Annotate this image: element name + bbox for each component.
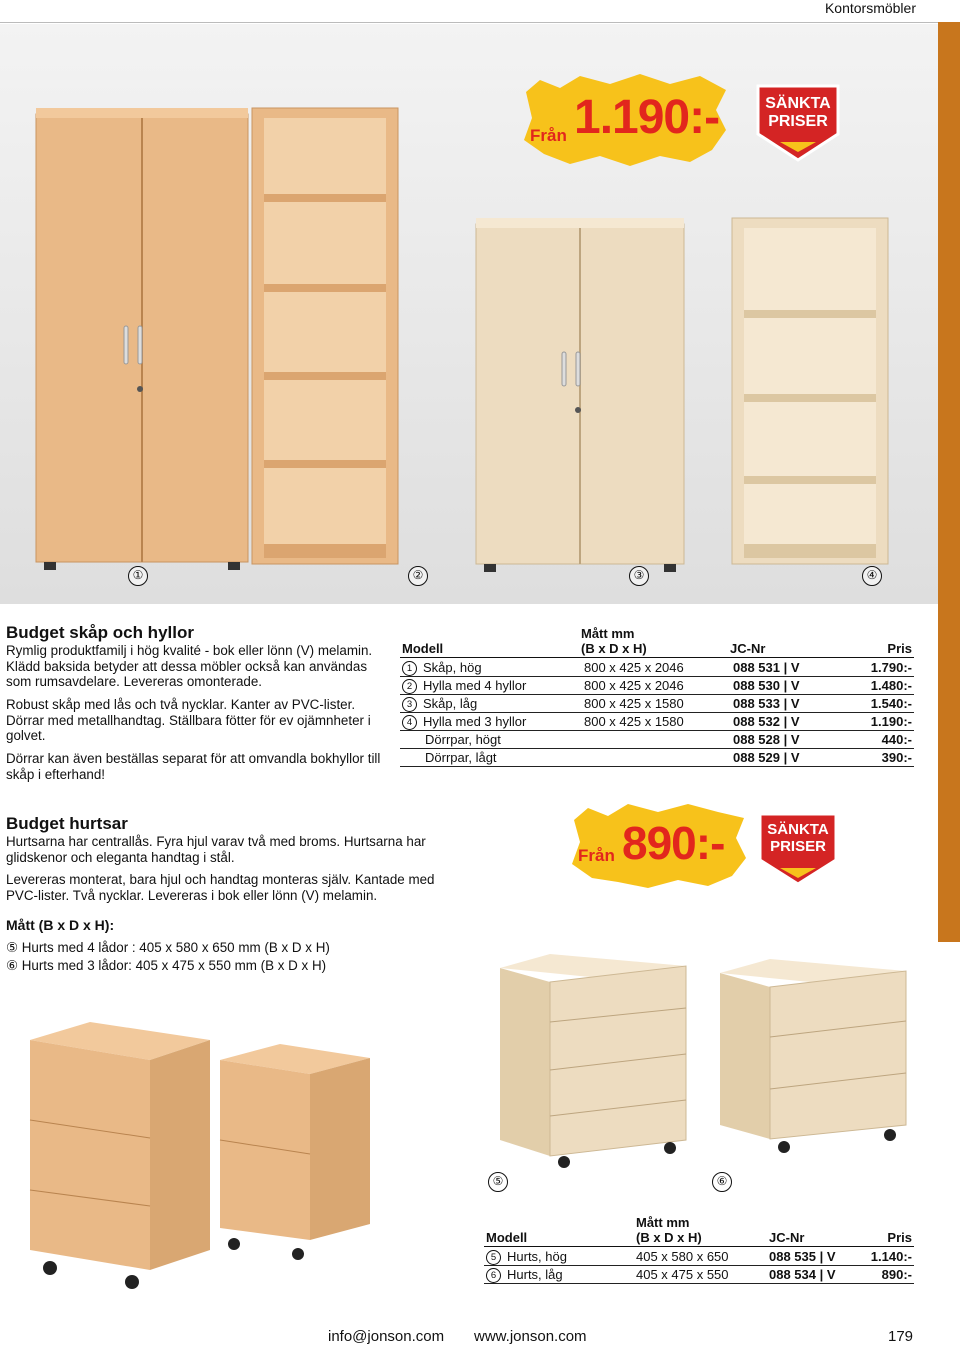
pedestal-low-maple-image — [710, 955, 910, 1165]
table-row: Dörrpar, högt 088 528 | V 440:- — [400, 731, 914, 749]
pedestals-dims-title: Mått (B x D x H): — [6, 917, 115, 933]
pedestals-beech-image — [20, 1000, 380, 1290]
pedestals-dims-1: ⑤ Hurts med 4 lådor : 405 x 580 x 650 mm (B x D x H) — [6, 940, 330, 955]
cabinet-number-1: ① — [128, 566, 148, 586]
cabinet-low-maple-image — [470, 214, 690, 584]
mid-price-burst: Från 890:- — [568, 800, 748, 890]
top-sankta-priser-badge: SÄNKTA PRISER — [750, 80, 846, 164]
footer-email-link[interactable]: info@jonson.com — [328, 1328, 445, 1345]
cabinet-number-3: ③ — [629, 566, 649, 586]
pedestals-title: Budget hurtsar — [6, 814, 128, 833]
shelves-price-table: Mått mm Modell (B x D x H) JC-Nr Pris 1 Skåp, hög 800 x 425 x 2046 088 531 | V 1.790:- 2 Hylla med 4 hyllor 800 x 425 x 2046 088 530 | V 1.480:- 3 Skåp, låg 800 x 425 x 1580 088 533 | V 1.540:- 4 Hylla med 3 hyllor 800 x 425 x 1580 088 532 | V 1.190:- Dörrpar, högt 088 528 | V 440:- Dörrpar, lågt 088 529 | V 390:- — [402, 626, 912, 765]
shelf-low-maple-image — [730, 214, 890, 584]
pedestals-paragraph-2: Levereras monterat, bara hjul och handtag monteras själv. Kantade med PVC-lister. Två nycklar. Levereras i bok eller lönn (V) melamin. — [6, 872, 435, 903]
side-accent-bar — [938, 22, 960, 942]
pedestals-dims-2: ⑥ Hurts med 3 lådor: 405 x 475 x 550 mm (B x D x H) — [6, 958, 327, 973]
cabinet-number-2: ② — [408, 566, 428, 586]
table-row: 1 Skåp, hög 800 x 425 x 2046 088 531 | V 1.790:- — [400, 659, 914, 677]
cabinet-number-4: ④ — [862, 566, 882, 586]
shelves-title: Budget skåp och hyllor — [6, 623, 194, 642]
mid-sankta-priser-badge: SÄNKTA PRISER — [752, 808, 844, 888]
table-row: 4 Hylla med 3 hyllor 800 x 425 x 1580 088 532 | V 1.190:- — [400, 713, 914, 731]
page-number: 179 — [888, 1328, 914, 1345]
table-row: 5 Hurts, hög 405 x 580 x 650 088 535 | V 1.140:- — [484, 1248, 914, 1266]
shelves-paragraph-1: Rymlig produktfamilj i hög kvalité - bok eller lönn (V) melamin. Klädd baksida betyder att dessa möbler också kan användas som rumsavdelare. Levereras omonterade. — [6, 643, 373, 689]
pedestal-number-6: ⑥ — [712, 1172, 732, 1192]
pedestal-high-maple-image — [490, 950, 690, 1170]
cabinet-tall-beech-image — [30, 104, 255, 584]
table-row: 3 Skåp, låg 800 x 425 x 1580 088 533 | V 1.540:- — [400, 695, 914, 713]
shelves-paragraph-3: Dörrar kan även beställas separat för att omvandla bokhyllor till skåp i efterhand! — [6, 751, 381, 782]
header-divider — [0, 22, 960, 23]
header-category: Kontorsmöbler — [824, 0, 916, 16]
table-row: 6 Hurts, låg 405 x 475 x 550 088 534 | V 890:- — [484, 1266, 914, 1284]
pedestals-paragraph-1: Hurtsarna har centrallås. Fyra hjul varav två med broms. Hurtsarna har glidskenor och eleganta handtag i stål. — [6, 834, 426, 865]
footer-web-link[interactable]: www.jonson.com — [474, 1328, 587, 1345]
pedestal-number-5: ⑤ — [488, 1172, 508, 1192]
table-row: Dörrpar, lågt 088 529 | V 390:- — [400, 749, 914, 767]
shelves-paragraph-2: Robust skåp med lås och två nycklar. Kanter av PVC-lister. Dörrar med metallhandtag. Ställbara fötter för ev ojämnheter i golvet. — [6, 697, 371, 743]
shelf-tall-beech-image — [250, 104, 400, 584]
table-row: 2 Hylla med 4 hyllor 800 x 425 x 2046 088 530 | V 1.480:- — [400, 677, 914, 695]
top-price-burst: Från 1.190:- — [520, 70, 730, 170]
pedestals-price-table: Mått mm Modell (B x D x H) JC-Nr Pris 5 Hurts, hög 405 x 580 x 650 088 535 | V 1.140:- 6 Hurts, låg 405 x 475 x 550 088 534 | V 890:- — [486, 1215, 912, 1282]
